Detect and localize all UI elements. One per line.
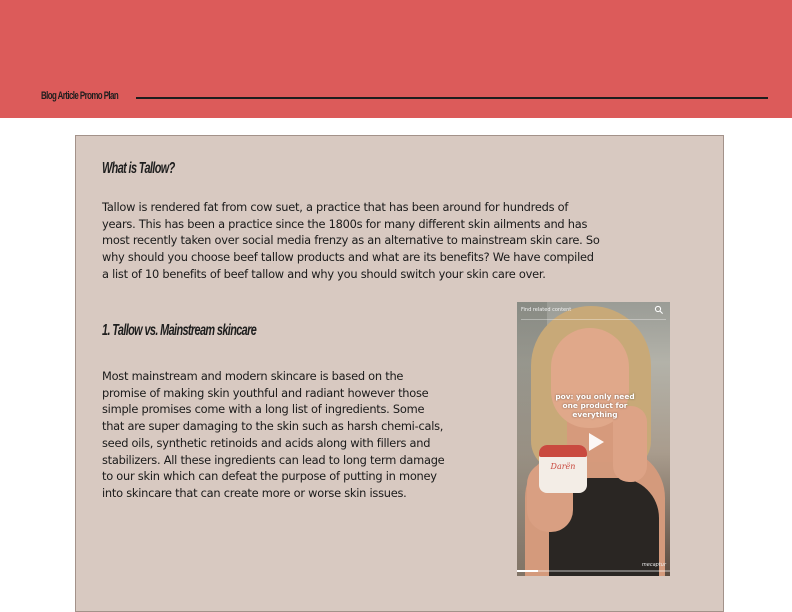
section-body-what-is-tallow: Tallow is rendered fat from cow suet, a practice that has been around for hundreds of years. This has been a practice since the 1800s for many different skin ailments and has most recently taken over social media frenzy as an alternative to mainstream skin care. So why should you choose beef tallow products and what are its benefits? We have compiled a list of 10 benefits of beef tallow and why you should switch your skin care over. (102, 200, 600, 281)
section-heading-what-is-tallow: What is Tallow? (102, 160, 175, 177)
video-search-divider (521, 319, 666, 320)
tallow-jar-lid (539, 445, 587, 457)
section-body-tallow-vs-mainstream: Most mainstream and modern skincare is based on the promise of making skin youthful and radiant however those simple promises come with a long list of ingredients. Some that are super damaging to the skin such as harsh chemi-cals, seed oils, synthetic retinoids and acids along with fillers and stabilizers. All these ingredients can lead to long term damage to our skin which can defeat the purpose of putting in money into skincare that can create more or worse skin issues. (102, 369, 445, 500)
video-progress-track[interactable] (517, 570, 670, 572)
article-panel (75, 135, 724, 612)
video-search-text: Find related content (521, 307, 572, 313)
header-bar (0, 0, 792, 118)
video-brand: mecaptur (641, 562, 666, 568)
header-divider (136, 97, 768, 99)
play-icon[interactable] (584, 431, 606, 453)
header-title: Blog Article Promo Plan (41, 90, 119, 102)
video-thumbnail[interactable] (517, 302, 670, 576)
video-caption: pov: you only need one product for everything (555, 392, 635, 419)
search-icon[interactable] (654, 305, 664, 315)
section-heading-tallow-vs-mainstream: 1. Tallow vs. Mainstream skincare (102, 322, 257, 339)
video-progress-fill (517, 570, 538, 572)
tallow-jar-label: Darën (550, 462, 576, 471)
